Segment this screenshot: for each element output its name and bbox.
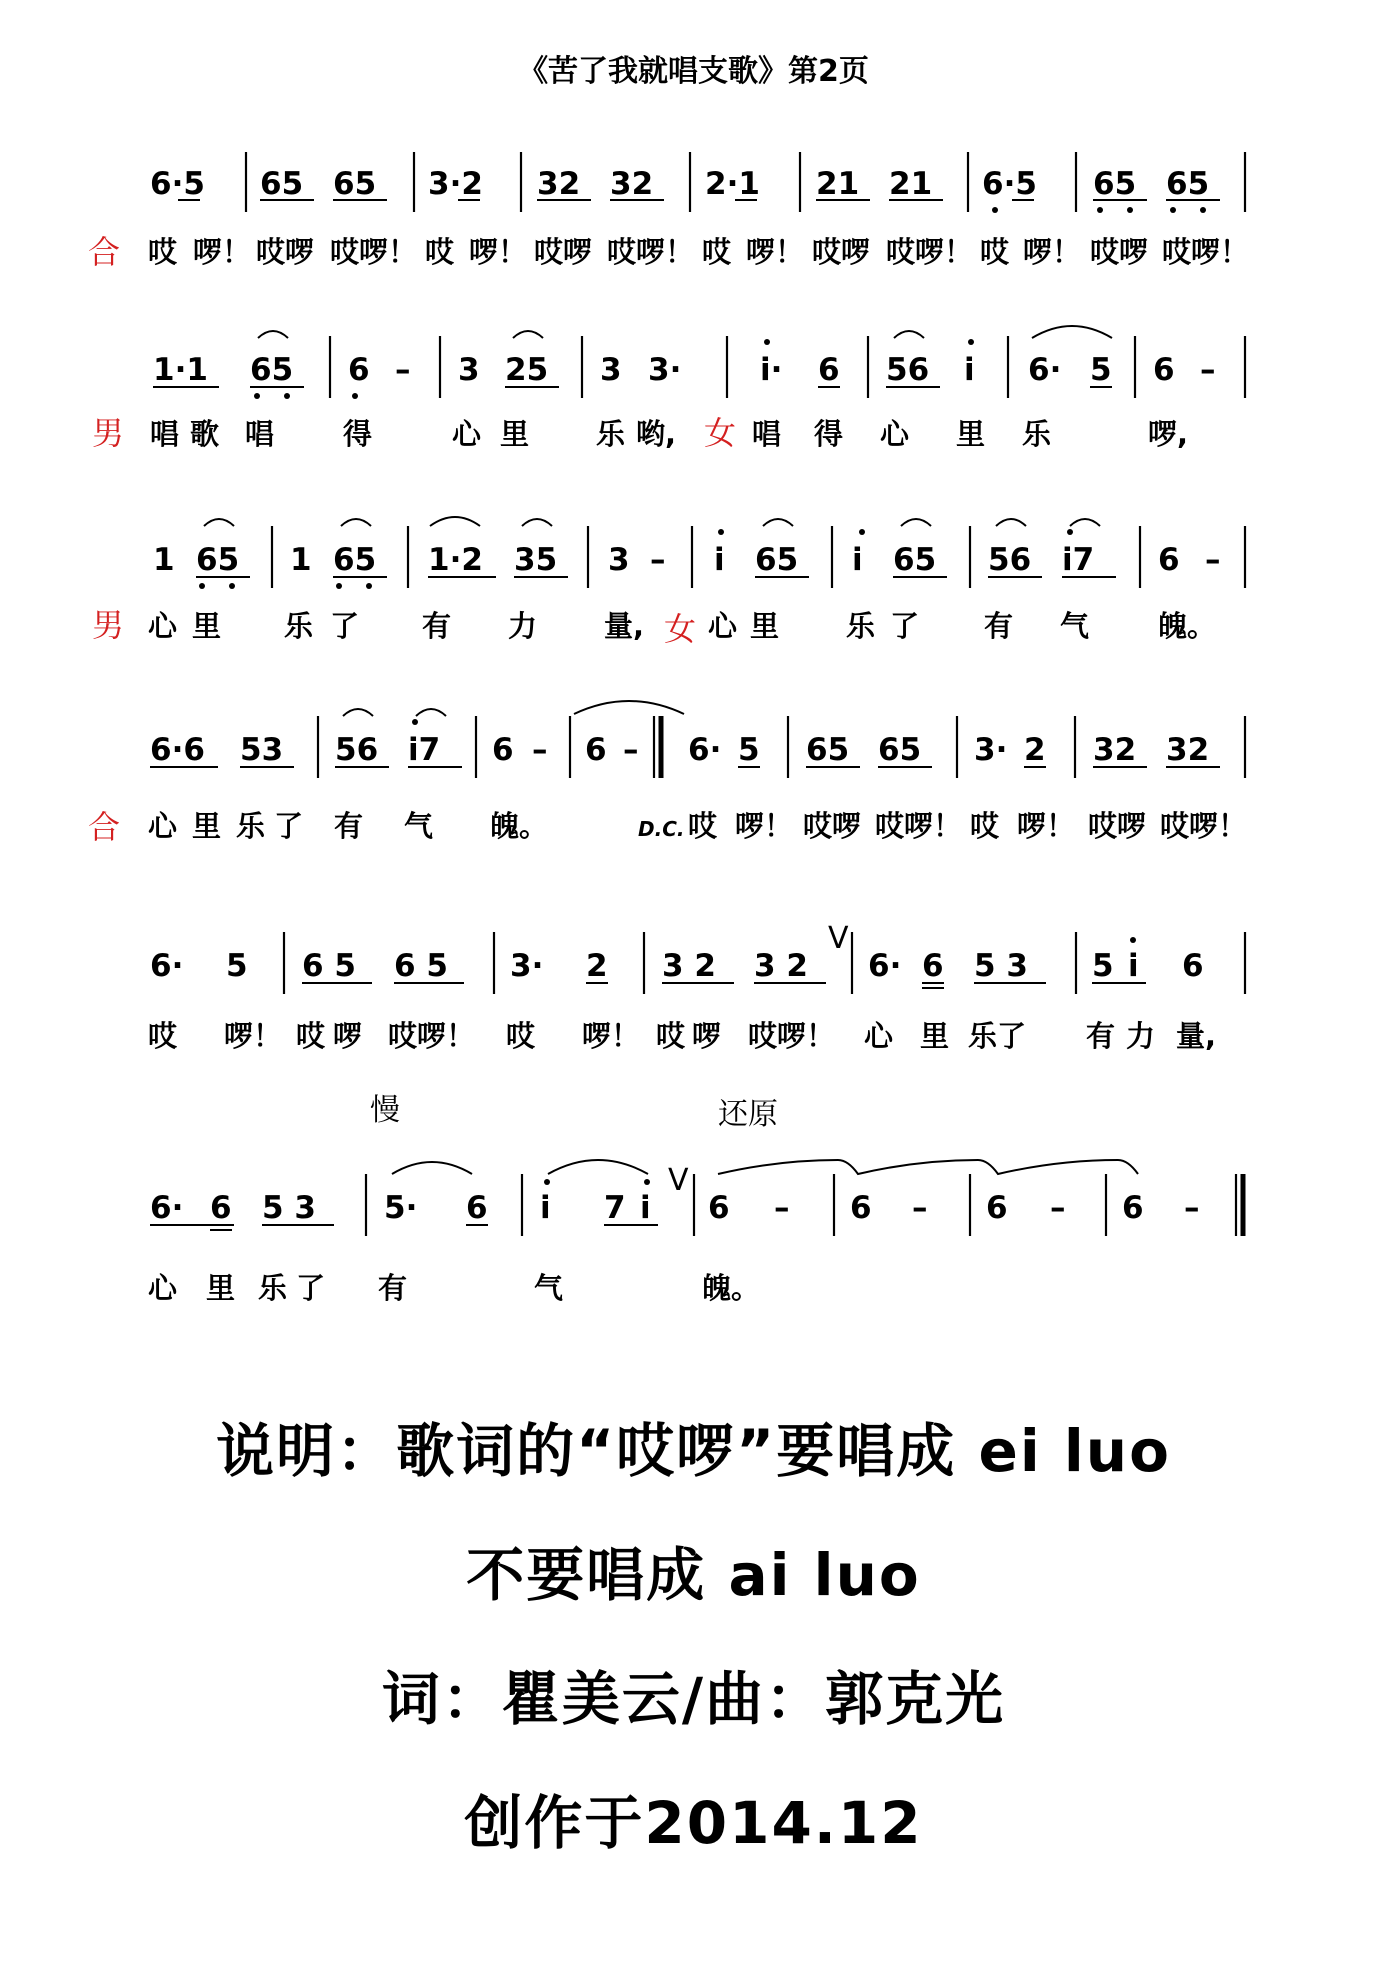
lyric: 哎 [702, 235, 732, 269]
lyric: 哎啰 [534, 235, 593, 269]
lyric: 心 [148, 609, 178, 643]
lyric: 哎啰！ [748, 1019, 836, 1053]
lyric: 啰！ [582, 1019, 641, 1053]
note: 32 [537, 166, 581, 202]
note: 6 [585, 732, 607, 768]
system-1 [88, 152, 1249, 271]
lyric: 乐 [236, 809, 266, 843]
role-label: 合 [88, 233, 121, 271]
note: 65 [755, 542, 799, 578]
lyric: 啰！ [735, 809, 794, 843]
note: 6· [150, 948, 184, 984]
note: 5 [1090, 352, 1112, 388]
lyric: 心 [880, 417, 910, 451]
note: 5 [738, 732, 760, 768]
lyric: 哎 [296, 1019, 326, 1053]
note: i7 [1062, 542, 1095, 578]
note: 65 [1093, 166, 1137, 202]
lyric: 哎 [148, 235, 178, 269]
note: 3· [974, 732, 1008, 768]
note: 65 [260, 166, 304, 202]
note: 6·5 [150, 166, 205, 202]
note: 6· [150, 1190, 184, 1226]
note: 3 [608, 542, 630, 578]
lyric: 了 [296, 1271, 326, 1305]
note: 3· [510, 948, 544, 984]
lyric: 唱 [245, 417, 275, 451]
system-4 [88, 701, 1247, 846]
lyric: 了 [330, 609, 360, 643]
lyric: 有 [984, 609, 1014, 643]
lyric: 量, [1176, 1019, 1217, 1053]
lyric: 气 [404, 809, 434, 843]
breath-mark: V [828, 921, 849, 956]
lyric: 啰 [692, 1019, 722, 1053]
note: 35 [514, 542, 558, 578]
note: 5 3 [262, 1190, 316, 1226]
system-5 [148, 921, 1245, 1053]
note: 6 [1122, 1190, 1144, 1226]
note: 65 [878, 732, 922, 768]
lyric: 乐 [1022, 417, 1052, 451]
lyric: 乐 [596, 417, 626, 451]
lyric: 心 [148, 1271, 178, 1305]
note: 6· [1028, 352, 1062, 388]
note: 21 [816, 166, 860, 202]
note: i [714, 542, 725, 578]
note: 5 [1092, 948, 1114, 984]
note: 6· [688, 732, 722, 768]
note: 3 2 [754, 948, 808, 984]
lyric: 魄。 [1158, 609, 1217, 643]
system-2 [92, 326, 1245, 452]
lyric: 乐 [846, 609, 876, 643]
lyric: 里 [750, 609, 780, 643]
lyric: 唱 [752, 417, 782, 451]
lyric: 心 [708, 609, 738, 643]
lyric: 魄。 [702, 1271, 761, 1305]
role-label: 女 [704, 414, 737, 452]
note: 6 [922, 948, 944, 984]
note: 6 [708, 1190, 730, 1226]
breath-mark: V [668, 1163, 689, 1198]
note: 65 [333, 166, 377, 202]
note: 6 [210, 1190, 232, 1226]
note: 56 [335, 732, 379, 768]
lyric: 啰！ [1017, 809, 1076, 843]
note: 32 [610, 166, 654, 202]
note: – [912, 1190, 928, 1226]
note: 5 3 [974, 948, 1028, 984]
note: 3 2 [662, 948, 716, 984]
note: 5 [226, 948, 248, 984]
note: 6 [466, 1190, 488, 1226]
lyric: 里 [956, 417, 986, 451]
lyric: 心 [148, 809, 178, 843]
lyric: 哎啰！ [875, 809, 963, 843]
role-label: 女 [664, 610, 697, 648]
note: 7 [604, 1190, 626, 1226]
note: 6 [492, 732, 514, 768]
lyric: 有 [334, 809, 364, 843]
note: 6 [850, 1190, 872, 1226]
lyric: 得 [814, 417, 844, 451]
role-label: 合 [88, 808, 121, 846]
note: 6 [348, 352, 370, 388]
note: 3· [648, 352, 682, 388]
note: 6 5 [394, 948, 448, 984]
lyric: 啰！ [469, 235, 528, 269]
lyric: 哎 [148, 1019, 178, 1053]
lyric: 哎啰！ [1160, 809, 1248, 843]
note: 1 [290, 542, 312, 578]
lyric: 力 [1126, 1019, 1156, 1053]
lyric: 哎 [980, 235, 1010, 269]
footer-credits: 词：瞿美云/曲：郭克光 [381, 1665, 1006, 1733]
note: 56 [988, 542, 1032, 578]
tempo-slow: 慢 [370, 1093, 400, 1128]
lyric: 心 [864, 1019, 894, 1053]
lyric: 心 [452, 417, 482, 451]
lyric: 有 [378, 1271, 408, 1305]
lyric: 魄。 [490, 809, 549, 843]
note: 65 [893, 542, 937, 578]
note: – [650, 542, 666, 578]
note: 2 [1024, 732, 1046, 768]
lyric: 啰！ [1023, 235, 1082, 269]
note: i [540, 1190, 551, 1226]
note: 65 [806, 732, 850, 768]
note: 6 5 [302, 948, 356, 984]
note: i [964, 352, 975, 388]
note: 6·6 [150, 732, 205, 768]
lyric: 了 [274, 809, 304, 843]
note: 1 [153, 542, 175, 578]
lyric: 里 [192, 609, 222, 643]
page-title: 《苦了我就唱支歌》第2页 [518, 54, 869, 89]
role-label: 男 [92, 414, 125, 452]
lyric: 哎 [506, 1019, 536, 1053]
note: – [1184, 1190, 1200, 1226]
lyric: 乐 [284, 609, 314, 643]
note: i [1128, 948, 1139, 984]
lyric: 里 [920, 1019, 950, 1053]
note: 65 [333, 542, 377, 578]
lyric: 哎啰 [803, 809, 862, 843]
note: 2 [586, 948, 608, 984]
footer-note-2: 不要唱成 ai luo [466, 1541, 921, 1609]
lyric: 哎啰 [256, 235, 315, 269]
note: 21 [889, 166, 933, 202]
lyric: 哟, [636, 417, 677, 451]
note: 25 [505, 352, 549, 388]
lyric: 啰！ [193, 235, 252, 269]
lyric: 乐 [258, 1271, 288, 1305]
note: 32 [1093, 732, 1137, 768]
lyric: 力 [508, 609, 538, 643]
note: 6 [986, 1190, 1008, 1226]
da-capo-mark: D.C. [638, 817, 685, 841]
note: 65 [1166, 166, 1210, 202]
footer-date: 创作于2014.12 [464, 1789, 923, 1857]
note: 3·2 [428, 166, 483, 202]
note: 6 [1153, 352, 1175, 388]
note: – [623, 732, 639, 768]
lyric: 了 [890, 609, 920, 643]
lyric: 哎啰！ [886, 235, 974, 269]
lyric: 哎 [656, 1019, 686, 1053]
lyric: 哎啰 [1088, 809, 1147, 843]
lyric: 乐了 [968, 1019, 1027, 1053]
footer-note-1: 说明：歌词的“哎啰”要唱成 ei luo [216, 1417, 1171, 1485]
lyric: 啰！ [224, 1019, 283, 1053]
note: i· [760, 352, 783, 388]
note: 6 [818, 352, 840, 388]
note: i7 [408, 732, 441, 768]
note: 6· [868, 948, 902, 984]
lyric: 里 [500, 417, 530, 451]
lyric: 哎啰 [812, 235, 871, 269]
lyric: 有 [1086, 1019, 1116, 1053]
note: 5· [384, 1190, 418, 1226]
role-label: 男 [92, 606, 125, 644]
note: – [395, 352, 411, 388]
note: 3 [458, 352, 480, 388]
system-3 [92, 517, 1245, 648]
note: 65 [196, 542, 240, 578]
lyric: 哎 [688, 809, 718, 843]
note: – [532, 732, 548, 768]
lyric: 哎啰！ [388, 1019, 476, 1053]
system-6 [148, 1093, 1243, 1305]
note: – [1205, 542, 1221, 578]
note: – [774, 1190, 790, 1226]
lyric: 气 [1060, 609, 1090, 643]
lyric: 哎啰！ [607, 235, 695, 269]
lyric: 啰！ [746, 235, 805, 269]
note: 3 [600, 352, 622, 388]
note: i [640, 1190, 651, 1226]
lyric: 啰 [333, 1019, 363, 1053]
note: – [1050, 1190, 1066, 1226]
lyric: 得 [343, 417, 373, 451]
lyric: 唱 [150, 417, 180, 451]
lyric: 气 [534, 1271, 564, 1305]
lyric: 哎 [970, 809, 1000, 843]
tempo-restore: 还原 [718, 1097, 778, 1132]
lyric: 哎啰 [1090, 235, 1149, 269]
note: 2·1 [705, 166, 760, 202]
lyric: 哎啰！ [1162, 235, 1250, 269]
note: 6 [1182, 948, 1204, 984]
note: 56 [886, 352, 930, 388]
note: 6·5 [982, 166, 1037, 202]
lyric: 量, [604, 609, 645, 643]
lyric: 里 [206, 1271, 236, 1305]
note: 1·1 [153, 352, 208, 388]
note: 32 [1166, 732, 1210, 768]
lyric: 有 [422, 609, 452, 643]
note: 1·2 [428, 542, 483, 578]
note: 65 [250, 352, 294, 388]
note: i [852, 542, 863, 578]
lyric: 啰, [1148, 417, 1189, 451]
lyric: 歌 [190, 417, 220, 451]
lyric: 哎啰！ [330, 235, 418, 269]
note: 53 [240, 732, 284, 768]
note: – [1200, 352, 1216, 388]
lyric: 哎 [425, 235, 455, 269]
note: 6 [1158, 542, 1180, 578]
lyric: 里 [192, 809, 222, 843]
